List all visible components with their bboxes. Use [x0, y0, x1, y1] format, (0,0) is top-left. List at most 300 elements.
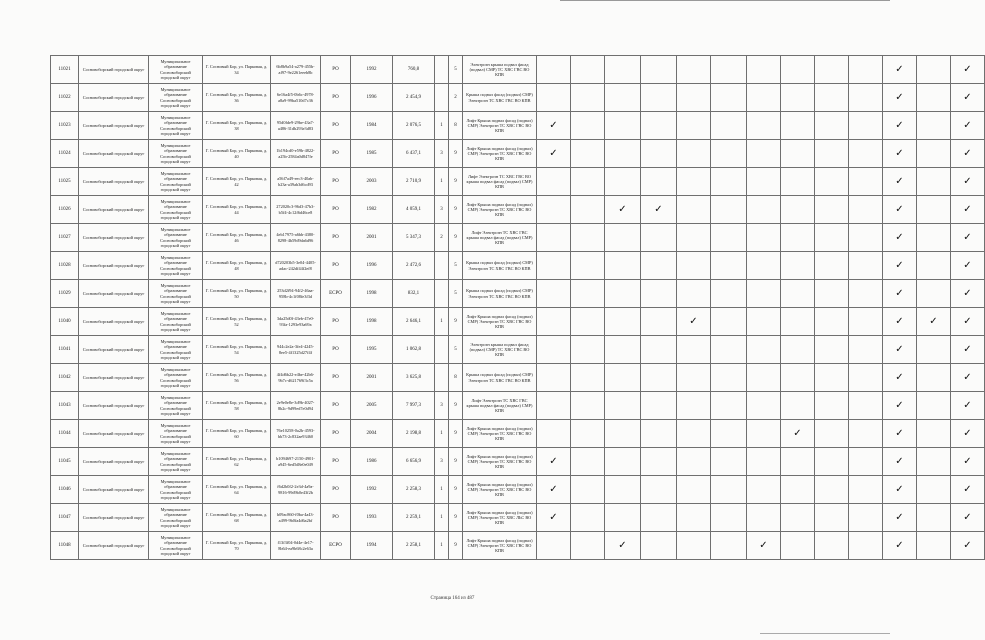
work-flag-cell — [883, 420, 917, 448]
work-flag-cell — [641, 504, 677, 532]
code-cell: 272020c3-96d3-47b3-b5f4-4c12f6d46ce8 — [271, 196, 321, 224]
work-flag-cell — [747, 140, 781, 168]
works-description-cell: Крыша подвал фасад (подвал) СМР) Электроэн ТС ХВС ГВС ВО КПВ — [463, 364, 537, 392]
work-flag-cell — [849, 280, 883, 308]
works-description-cell: Лифт Крыша подвал фасад (подвал) СМР) Электроэн ТС ХВС ГВС ВО КПВ — [463, 420, 537, 448]
type-cell: РО — [321, 420, 351, 448]
work-flag-cell — [537, 364, 571, 392]
work-flag-cell — [917, 224, 951, 252]
work-flag-cell — [537, 532, 571, 560]
work-flag-cell — [781, 168, 815, 196]
type-cell: РО — [321, 224, 351, 252]
checkmark-icon: ✓ — [895, 63, 904, 75]
organization-cell: Муниципальное образование Сосновоборский городской округ — [149, 224, 203, 252]
work-flag-cell — [883, 308, 917, 336]
checkmark-icon: ✓ — [618, 539, 627, 551]
area-cell: 4 059,1 — [393, 196, 435, 224]
year-cell: 1982 — [351, 196, 393, 224]
row-id: 11046 — [51, 476, 79, 504]
work-flag-cell — [781, 84, 815, 112]
work-flag-cell — [747, 196, 781, 224]
table-row — [51, 280, 985, 308]
work-flag-cell — [951, 196, 985, 224]
work-flag-cell — [815, 476, 849, 504]
organization-cell: Муниципальное образование Сосновоборский городской округ — [149, 56, 203, 84]
work-flag-cell — [815, 420, 849, 448]
work-flag-cell — [917, 420, 951, 448]
work-flag-cell — [711, 84, 747, 112]
area-cell: 2 258,1 — [393, 532, 435, 560]
work-flag-cell — [605, 224, 641, 252]
count-cell: 5 — [449, 336, 463, 364]
count-cell: 5 — [449, 252, 463, 280]
work-flag-cell — [781, 56, 815, 84]
checkmark-icon: ✓ — [963, 455, 972, 467]
area-cell: 2 258,3 — [393, 476, 435, 504]
table-row — [51, 112, 985, 140]
work-flag-cell — [883, 252, 917, 280]
work-flag-cell — [781, 252, 815, 280]
district-cell: Сосновоборский городской округ — [79, 504, 149, 532]
district-cell: Сосновоборский городской округ — [79, 336, 149, 364]
work-flag-cell — [571, 532, 605, 560]
work-flag-cell — [711, 504, 747, 532]
work-flag-cell — [951, 336, 985, 364]
work-flag-cell — [571, 420, 605, 448]
checkmark-icon: ✓ — [895, 483, 904, 495]
work-flag-cell — [951, 476, 985, 504]
year-cell: 1996 — [351, 84, 393, 112]
work-flag-cell — [815, 280, 849, 308]
work-flag-cell — [677, 504, 711, 532]
checkmark-icon: ✓ — [963, 315, 972, 327]
work-flag-cell — [641, 84, 677, 112]
organization-cell: Муниципальное образование Сосновоборский городской округ — [149, 252, 203, 280]
work-flag-cell — [815, 56, 849, 84]
checkmark-icon: ✓ — [895, 287, 904, 299]
work-flag-cell — [641, 392, 677, 420]
work-flag-cell — [677, 532, 711, 560]
row-id: 11047 — [51, 504, 79, 532]
area-cell: 2 472,6 — [393, 252, 435, 280]
work-flag-cell — [747, 336, 781, 364]
type-cell: РО — [321, 168, 351, 196]
work-flag-cell — [605, 56, 641, 84]
work-flag-cell — [641, 532, 677, 560]
work-flag-cell — [571, 448, 605, 476]
code-cell: 3da25d0f-43eb-47e0-93fa-1293e93a69a — [271, 308, 321, 336]
work-flag-cell — [571, 168, 605, 196]
checkmark-icon: ✓ — [963, 147, 972, 159]
year-cell: 1984 — [351, 112, 393, 140]
work-flag-cell — [747, 168, 781, 196]
row-id: 11024 — [51, 140, 79, 168]
district-cell: Сосновоборский городской округ — [79, 84, 149, 112]
checkmark-icon: ✓ — [895, 259, 904, 271]
work-flag-cell — [951, 448, 985, 476]
code-cell: 76e10258-0a2b-4593-bb73-2c832ae93460 — [271, 420, 321, 448]
row-id: 11025 — [51, 168, 79, 196]
work-flag-cell — [747, 224, 781, 252]
checkmark-icon: ✓ — [963, 399, 972, 411]
checkmark-icon: ✓ — [549, 147, 558, 159]
organization-cell: Муниципальное образование Сосновоборский городской округ — [149, 84, 203, 112]
work-flag-cell — [711, 420, 747, 448]
district-cell: Сосновоборский городской округ — [79, 168, 149, 196]
district-cell: Сосновоборский городской округ — [79, 196, 149, 224]
work-flag-cell — [677, 420, 711, 448]
work-flag-cell — [711, 392, 747, 420]
work-flag-cell — [781, 224, 815, 252]
district-cell: Сосновоборский городской округ — [79, 140, 149, 168]
address-cell: Г. Сосновый Бор, ул. Парковая, д. 52 — [203, 308, 271, 336]
work-flag-cell — [711, 56, 747, 84]
work-flag-cell — [883, 84, 917, 112]
checkmark-icon: ✓ — [895, 175, 904, 187]
work-flag-cell — [951, 532, 985, 560]
work-flag-cell — [537, 196, 571, 224]
year-cell: 1994 — [351, 532, 393, 560]
work-flag-cell — [677, 476, 711, 504]
work-flag-cell — [951, 504, 985, 532]
work-flag-cell — [815, 364, 849, 392]
count-cell: 1 — [435, 532, 449, 560]
table-row — [51, 168, 985, 196]
address-cell: Г. Сосновый Бор, ул. Парковая, д. 68 — [203, 504, 271, 532]
work-flag-cell — [571, 224, 605, 252]
district-cell: Сосновоборский городской округ — [79, 224, 149, 252]
organization-cell: Муниципальное образование Сосновоборский городской округ — [149, 196, 203, 224]
code-cell: 2e9e0e8e-3d9b-4027-8b2c-9d99ed7e0d94 — [271, 392, 321, 420]
year-cell: 1992 — [351, 56, 393, 84]
work-flag-cell — [641, 336, 677, 364]
district-cell: Сосновоборский городской округ — [79, 112, 149, 140]
work-flag-cell — [641, 308, 677, 336]
area-cell: 2 259,1 — [393, 504, 435, 532]
work-flag-cell — [711, 196, 747, 224]
checkmark-icon: ✓ — [549, 511, 558, 523]
organization-cell: Муниципальное образование Сосновоборский городской округ — [149, 504, 203, 532]
address-cell: Г. Сосновый Бор, ул. Парковая, д. 62 — [203, 448, 271, 476]
year-cell: 1986 — [351, 448, 393, 476]
work-flag-cell — [781, 532, 815, 560]
work-flag-cell — [677, 364, 711, 392]
work-flag-cell — [537, 476, 571, 504]
work-flag-cell — [747, 448, 781, 476]
year-cell: 1998 — [351, 308, 393, 336]
checkmark-icon: ✓ — [895, 539, 904, 551]
work-flag-cell — [747, 308, 781, 336]
work-flag-cell — [605, 532, 641, 560]
address-cell: Г. Сосновый Бор, ул. Парковая, д. 64 — [203, 476, 271, 504]
work-flag-cell — [849, 252, 883, 280]
row-id: 11041 — [51, 336, 79, 364]
count-cell: 5 — [449, 56, 463, 84]
work-flag-cell — [883, 476, 917, 504]
work-flag-cell — [641, 224, 677, 252]
table-row — [51, 420, 985, 448]
year-cell: 2001 — [351, 364, 393, 392]
work-flag-cell — [747, 280, 781, 308]
row-id: 11042 — [51, 364, 79, 392]
checkmark-icon: ✓ — [549, 119, 558, 131]
work-flag-cell — [571, 504, 605, 532]
work-flag-cell — [641, 280, 677, 308]
works-description-cell: Лифт Электроэн ТС ХВС ГВС ВО крыша подвал фасад (подвал) СМР) КПВ — [463, 168, 537, 196]
address-cell: Г. Сосновый Бор, ул. Парковая, д. 54 — [203, 336, 271, 364]
work-flag-cell — [537, 336, 571, 364]
code-cell: 1b194cd0-e59b-4822-a25b-2584a0d847fe — [271, 140, 321, 168]
table-row — [51, 252, 985, 280]
table-row — [51, 308, 985, 336]
area-cell: 2 454,9 — [393, 84, 435, 112]
year-cell: 2004 — [351, 420, 393, 448]
checkmark-icon: ✓ — [963, 287, 972, 299]
checkmark-icon: ✓ — [963, 511, 972, 523]
address-cell: Г. Сосновый Бор, ул. Парковая, д. 42 — [203, 168, 271, 196]
work-flag-cell — [849, 504, 883, 532]
code-cell: 944c2e2a-3fe4-4245-8ee5-4f1325d27f4f — [271, 336, 321, 364]
work-flag-cell — [883, 364, 917, 392]
year-cell: 1995 — [351, 336, 393, 364]
work-flag-cell — [711, 532, 747, 560]
work-flag-cell — [641, 476, 677, 504]
work-flag-cell — [917, 308, 951, 336]
work-flag-cell — [917, 532, 951, 560]
table-row — [51, 56, 985, 84]
work-flag-cell — [711, 308, 747, 336]
work-flag-cell — [883, 112, 917, 140]
area-cell: 2 646,1 — [393, 308, 435, 336]
organization-cell: Муниципальное образование Сосновоборский городской округ — [149, 336, 203, 364]
checkmark-icon: ✓ — [654, 203, 663, 215]
work-flag-cell — [951, 280, 985, 308]
table-row — [51, 504, 985, 532]
work-flag-cell — [883, 196, 917, 224]
work-flag-cell — [781, 476, 815, 504]
work-flag-cell — [641, 112, 677, 140]
district-cell: Сосновоборский городской округ — [79, 280, 149, 308]
work-flag-cell — [677, 252, 711, 280]
table-row — [51, 476, 985, 504]
work-flag-cell — [781, 140, 815, 168]
area-cell: 6 437,1 — [393, 140, 435, 168]
year-cell: 1993 — [351, 504, 393, 532]
count-cell: 9 — [449, 196, 463, 224]
work-flag-cell — [677, 224, 711, 252]
work-flag-cell — [605, 112, 641, 140]
works-description-cell: Крыша подвал фасад (подвал) СМР) Электроэн ТС ХВС ГВС ВО КПВ — [463, 84, 537, 112]
work-flag-cell — [677, 168, 711, 196]
work-flag-cell — [883, 448, 917, 476]
type-cell: РО — [321, 56, 351, 84]
count-cell: 3 — [435, 448, 449, 476]
work-flag-cell — [711, 448, 747, 476]
work-flag-cell — [883, 336, 917, 364]
works-description-cell: Лифт Крыша подвал фасад (подвал) СМР) Электроэн ТС ХВС ГВС ВО КПВ — [463, 448, 537, 476]
row-id: 11023 — [51, 112, 79, 140]
work-flag-cell — [917, 364, 951, 392]
work-flag-cell — [677, 392, 711, 420]
work-flag-cell — [537, 252, 571, 280]
year-cell: 1996 — [351, 252, 393, 280]
area-cell: 3 625,8 — [393, 364, 435, 392]
address-cell: Г. Сосновый Бор, ул. Парковая, д. 56 — [203, 364, 271, 392]
page-footer: Страница 164 из 487 — [430, 596, 475, 601]
organization-cell: Муниципальное образование Сосновоборский городской округ — [149, 448, 203, 476]
work-flag-cell — [849, 476, 883, 504]
code-cell: d720203b5-3e04-4405-adac-242df44f2ef8 — [271, 252, 321, 280]
work-flag-cell — [917, 504, 951, 532]
year-cell: 1992 — [351, 476, 393, 504]
checkmark-icon: ✓ — [895, 343, 904, 355]
work-flag-cell — [537, 504, 571, 532]
work-flag-cell — [677, 84, 711, 112]
work-flag-cell — [917, 112, 951, 140]
work-flag-cell — [747, 504, 781, 532]
work-flag-cell — [849, 420, 883, 448]
type-cell: РО — [321, 392, 351, 420]
works-description-cell: Крыша подвал фасад (подвал) СМР) Электроэн ТС ХВС ГВС ВО КПВ — [463, 252, 537, 280]
work-flag-cell — [641, 56, 677, 84]
year-cell: 1985 — [351, 140, 393, 168]
work-flag-cell — [815, 336, 849, 364]
work-flag-cell — [747, 252, 781, 280]
code-cell: 95d0fde9-29be-43a7-a486-31db293e3d83 — [271, 112, 321, 140]
works-description-cell: Электроэн крыша подвал фасад (подвал) СМР) ТС ХВС ГВС ВО КПВ — [463, 56, 537, 84]
code-cell: b09ac860-f0ba-4a43-a499-9b0fa4d6a2bf — [271, 504, 321, 532]
district-cell: Сосновоборский городской округ — [79, 476, 149, 504]
work-flag-cell — [917, 336, 951, 364]
works-description-cell: Лифт Крыша подвал фасад (подвал) СМР) Электроэн ТС ХВС ГВС ВО КПВ — [463, 532, 537, 560]
organization-cell: Муниципальное образование Сосновоборский городской округ — [149, 112, 203, 140]
type-cell: РО — [321, 476, 351, 504]
district-cell: Сосновоборский городской округ — [79, 308, 149, 336]
address-cell: Г. Сосновый Бор, ул. Парковая, д. 44 — [203, 196, 271, 224]
checkmark-icon: ✓ — [963, 231, 972, 243]
type-cell: РО — [321, 504, 351, 532]
work-flag-cell — [711, 336, 747, 364]
row-id: 11043 — [51, 392, 79, 420]
code-cell: f6d2b0f2-2e3d-4a9a-9816-99d9b0e43f2b — [271, 476, 321, 504]
work-flag-cell — [747, 420, 781, 448]
count-cell: 9 — [449, 140, 463, 168]
checkmark-icon: ✓ — [895, 427, 904, 439]
count-cell — [435, 364, 449, 392]
work-flag-cell — [571, 308, 605, 336]
work-flag-cell — [815, 112, 849, 140]
work-flag-cell — [747, 476, 781, 504]
work-flag-cell — [917, 168, 951, 196]
work-flag-cell — [711, 280, 747, 308]
table-row — [51, 448, 985, 476]
work-flag-cell — [781, 364, 815, 392]
work-flag-cell — [781, 336, 815, 364]
table-row — [51, 532, 985, 560]
count-cell: 8 — [449, 112, 463, 140]
work-flag-cell — [605, 364, 641, 392]
count-cell: 3 — [435, 196, 449, 224]
work-flag-cell — [605, 252, 641, 280]
checkmark-icon: ✓ — [963, 483, 972, 495]
work-flag-cell — [781, 308, 815, 336]
work-flag-cell — [641, 420, 677, 448]
work-flag-cell — [849, 308, 883, 336]
works-description-cell: Лифт Электроэн ТС ХВС ГВС крыша подвал фасад (подвал) СМР) КПВ — [463, 224, 537, 252]
checkmark-icon: ✓ — [963, 259, 972, 271]
district-cell: Сосновоборский городской округ — [79, 364, 149, 392]
checkmark-icon: ✓ — [963, 119, 972, 131]
work-flag-cell — [711, 224, 747, 252]
row-id: 11045 — [51, 448, 79, 476]
work-flag-cell — [537, 140, 571, 168]
work-flag-cell — [711, 364, 747, 392]
work-flag-cell — [571, 280, 605, 308]
work-flag-cell — [883, 168, 917, 196]
area-cell: 760,8 — [393, 56, 435, 84]
work-flag-cell — [747, 84, 781, 112]
work-flag-cell — [711, 252, 747, 280]
works-description-cell: Лифт Крыша подвал фасад (подвал) СМР) Электроэн ТС ХВС ГВС ВО КПВ — [463, 140, 537, 168]
work-flag-cell — [917, 56, 951, 84]
district-cell: Сосновоборский городской округ — [79, 56, 149, 84]
work-flag-cell — [605, 196, 641, 224]
checkmark-icon: ✓ — [963, 427, 972, 439]
work-flag-cell — [605, 448, 641, 476]
work-flag-cell — [849, 448, 883, 476]
work-flag-cell — [883, 392, 917, 420]
organization-cell: Муниципальное образование Сосновоборский городской округ — [149, 532, 203, 560]
count-cell: 1 — [435, 476, 449, 504]
work-flag-cell — [883, 280, 917, 308]
checkmark-icon: ✓ — [895, 91, 904, 103]
checkmark-icon: ✓ — [549, 455, 558, 467]
count-cell — [435, 84, 449, 112]
checkmark-icon: ✓ — [895, 147, 904, 159]
work-flag-cell — [677, 280, 711, 308]
scan-edge-line — [760, 633, 890, 634]
work-flag-cell — [711, 476, 747, 504]
year-cell: 2003 — [351, 168, 393, 196]
address-cell: Г. Сосновый Бор, ул. Парковая, д. 70 — [203, 532, 271, 560]
code-cell: 253d2f94-94f2-46aa-958b-4c1f08fe3f3d — [271, 280, 321, 308]
work-flag-cell — [605, 420, 641, 448]
code-cell: 6e16a4f5-0b6c-4978-a8a9-99ba510d7c36 — [271, 84, 321, 112]
work-flag-cell — [571, 196, 605, 224]
work-flag-cell — [537, 280, 571, 308]
work-flag-cell — [605, 168, 641, 196]
work-flag-cell — [815, 504, 849, 532]
work-flag-cell — [571, 476, 605, 504]
count-cell — [435, 252, 449, 280]
work-flag-cell — [781, 112, 815, 140]
work-flag-cell — [537, 308, 571, 336]
checkmark-icon: ✓ — [895, 315, 904, 327]
work-flag-cell — [883, 56, 917, 84]
row-id: 11022 — [51, 84, 79, 112]
type-cell: РО — [321, 84, 351, 112]
work-flag-cell — [781, 392, 815, 420]
work-flag-cell — [571, 140, 605, 168]
count-cell: 9 — [449, 532, 463, 560]
checkmark-icon: ✓ — [759, 539, 768, 551]
count-cell: 9 — [449, 504, 463, 532]
count-cell: 8 — [449, 364, 463, 392]
register-table-sheet — [50, 55, 972, 569]
code-cell: b1094697-2150-4901-a945-6ed5d8e0e049 — [271, 448, 321, 476]
work-flag-cell — [815, 308, 849, 336]
work-flag-cell — [605, 392, 641, 420]
